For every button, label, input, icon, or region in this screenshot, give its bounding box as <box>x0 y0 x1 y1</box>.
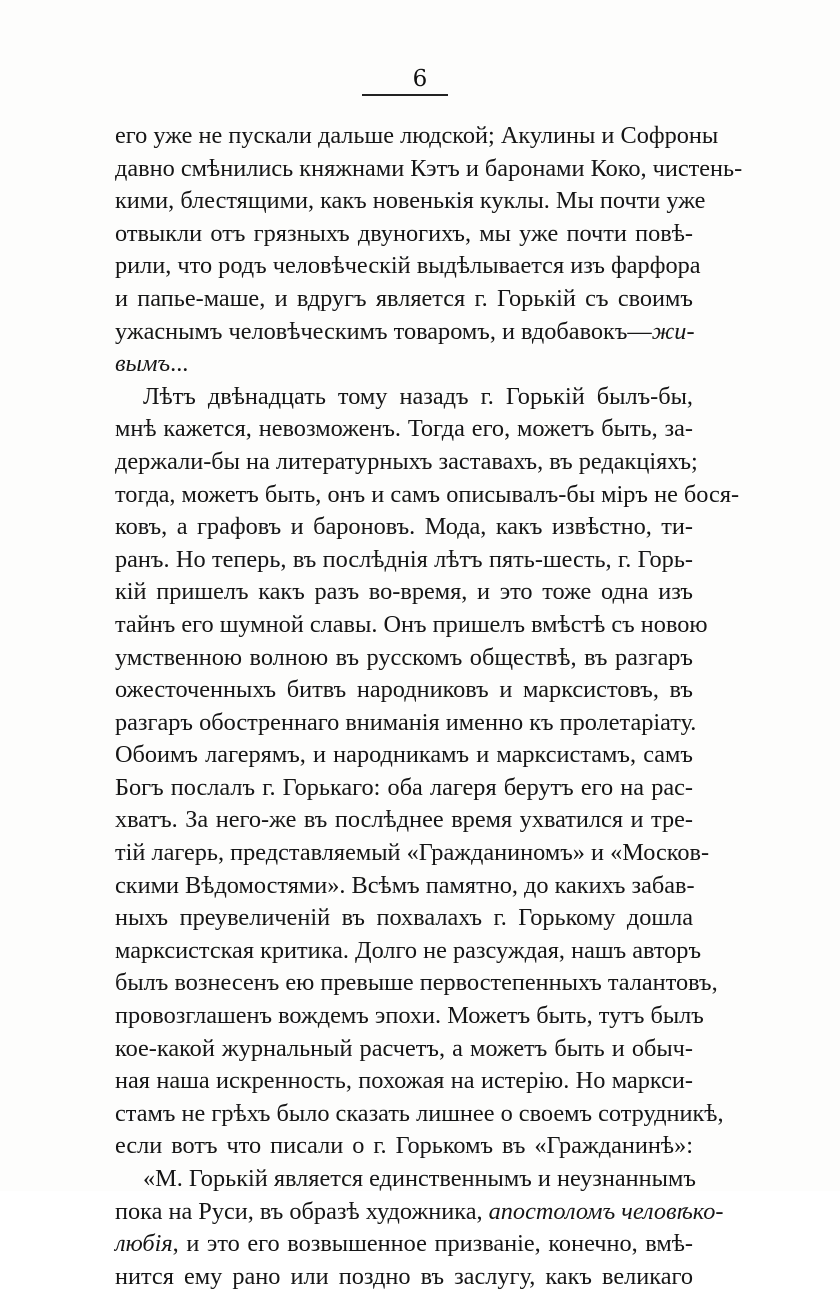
line-text: кими, блестящими, какъ новенькія куклы. Мы почти уже <box>115 187 706 215</box>
line-text: хватъ. За него-же въ послѣднее время ухватился и тре- <box>115 806 693 834</box>
line-text: ожесточенныхъ битвъ народниковъ и марксистовъ, въ <box>115 676 693 704</box>
text-line <box>115 674 693 707</box>
line-text: нится ему рано или поздно въ заслугу, какъ великаго <box>115 1262 693 1290</box>
text-line <box>115 772 693 805</box>
line-text: тайнъ его шумной славы. Онъ пришелъ вмѣстѣ съ новою <box>115 610 708 638</box>
line-text: марксистская критика. Долго не разсуждая, нашъ авторъ <box>115 936 702 964</box>
line-text-after: , и это его возвышенное призваніе, конечно, вмѣ- <box>172 1230 693 1258</box>
line-text: держали-бы на литературныхъ заставахъ, въ редакціяхъ; <box>115 447 698 475</box>
text-line <box>115 316 693 349</box>
text-line <box>115 935 702 968</box>
text-line <box>115 804 693 837</box>
line-text: ранъ. Но теперь, въ послѣднія лѣтъ пять-шесть, г. Горь- <box>115 545 693 573</box>
text-line <box>115 902 693 935</box>
text-line <box>115 1163 696 1196</box>
text-line <box>115 250 701 283</box>
text-line <box>115 870 693 903</box>
text-line <box>115 185 706 218</box>
line-text: тій лагерь, представляемый «Гражданиномъ» и «Москов- <box>115 839 710 867</box>
line-text: ная наша искренность, похожая на истерію. Но маркси- <box>115 1067 693 1095</box>
text-line <box>115 479 740 512</box>
line-text: отвыкли отъ грязныхъ двуногихъ, мы уже почти повѣ- <box>115 219 693 247</box>
line-text: тогда, можетъ быть, онъ и самъ описывалъ-бы міръ не бося- <box>115 480 740 508</box>
text-line <box>115 1196 724 1229</box>
text-line <box>115 381 693 414</box>
text-line <box>115 1130 693 1163</box>
text-line <box>115 1065 693 1098</box>
text-line <box>115 837 710 870</box>
line-text: «М. Горькій является единственнымъ и неузнаннымъ <box>143 1165 696 1192</box>
text-line <box>115 283 693 316</box>
text-line <box>115 739 693 772</box>
text-line <box>115 576 693 609</box>
line-text: кій пришелъ какъ разъ во-время, и это тоже одна изъ <box>115 578 693 606</box>
line-text: ужаснымъ человѣческимъ товаромъ, и вдобавокъ— <box>115 317 652 345</box>
line-text: и папье-маше, и вдругъ является г. Горькій съ своимъ <box>115 284 693 312</box>
line-text: пока на Руси, въ образѣ художника, <box>115 1197 489 1225</box>
text-line <box>115 153 743 186</box>
text-line <box>115 511 693 544</box>
header-rule <box>362 94 448 96</box>
line-text: умственною волною въ русскомъ обществѣ, въ разгаръ <box>115 643 693 671</box>
line-text: Лѣтъ двѣнадцать тому назадъ г. Горькій былъ-бы, <box>143 382 693 410</box>
line-text: Богъ послалъ г. Горькаго: оба лагеря берутъ его на рас- <box>115 773 693 801</box>
line-text: ковъ, а графовъ и бароновъ. Мода, какъ извѣстно, ти- <box>115 513 693 541</box>
text-line <box>115 1228 693 1261</box>
text-line <box>115 1000 704 1033</box>
text-line <box>115 1261 693 1293</box>
text-line <box>115 642 693 675</box>
line-text: если вотъ что писали о г. Горькомъ въ «Гражданинѣ»: <box>115 1132 693 1160</box>
text-line <box>115 967 718 1000</box>
line-text: его уже не пускали дальше людской; Акулины и Софроны <box>115 122 719 149</box>
line-text: ныхъ преувеличеній въ похвалахъ г. Горькому дошла <box>115 904 693 932</box>
line-text: разгаръ обостреннаго вниманія именно къ пролетаріату. <box>115 708 697 736</box>
italic-emphasis: любія <box>115 1230 173 1258</box>
line-text: стамъ не грѣхъ было сказать лишнее о своемъ сотрудникѣ, <box>115 1099 724 1127</box>
line-text: провозглашенъ вождемъ эпохи. Можетъ быть, тутъ былъ <box>115 1002 704 1030</box>
text-line <box>115 544 693 577</box>
line-text: былъ вознесенъ ею превыше первостепенныхъ талантовъ, <box>115 969 718 997</box>
line-text: давно смѣнились княжнами Кэтъ и баронами Коко, чистень- <box>115 154 743 182</box>
italic-emphasis: вымъ <box>115 350 171 378</box>
text-line <box>115 218 693 251</box>
page-number: 6 <box>412 66 428 92</box>
text-line <box>115 348 693 381</box>
text-line <box>115 413 693 446</box>
line-text: кое-какой журнальный расчетъ, а можетъ быть и обыч- <box>115 1034 693 1062</box>
body-text <box>115 120 743 1293</box>
line-text: скими Вѣдомостями». Всѣмъ памятно, до какихъ забав- <box>115 871 695 899</box>
line-text: мнѣ кажется, невозможенъ. Тогда его, можетъ быть, за- <box>115 415 693 443</box>
text-line <box>115 446 698 479</box>
text-line <box>115 1033 693 1066</box>
line-text-after: ... <box>170 350 189 378</box>
italic-emphasis: апостоломъ человѣко- <box>488 1197 724 1225</box>
text-line <box>115 120 719 153</box>
line-text: рили, что родъ человѣческій выдѣлывается изъ фарфора <box>115 252 701 280</box>
text-line <box>115 1098 724 1131</box>
italic-emphasis: жи- <box>651 317 695 345</box>
line-text: Обоимъ лагерямъ, и народникамъ и марксистамъ, самъ <box>115 741 693 769</box>
text-line <box>115 609 708 642</box>
text-line <box>115 707 697 740</box>
